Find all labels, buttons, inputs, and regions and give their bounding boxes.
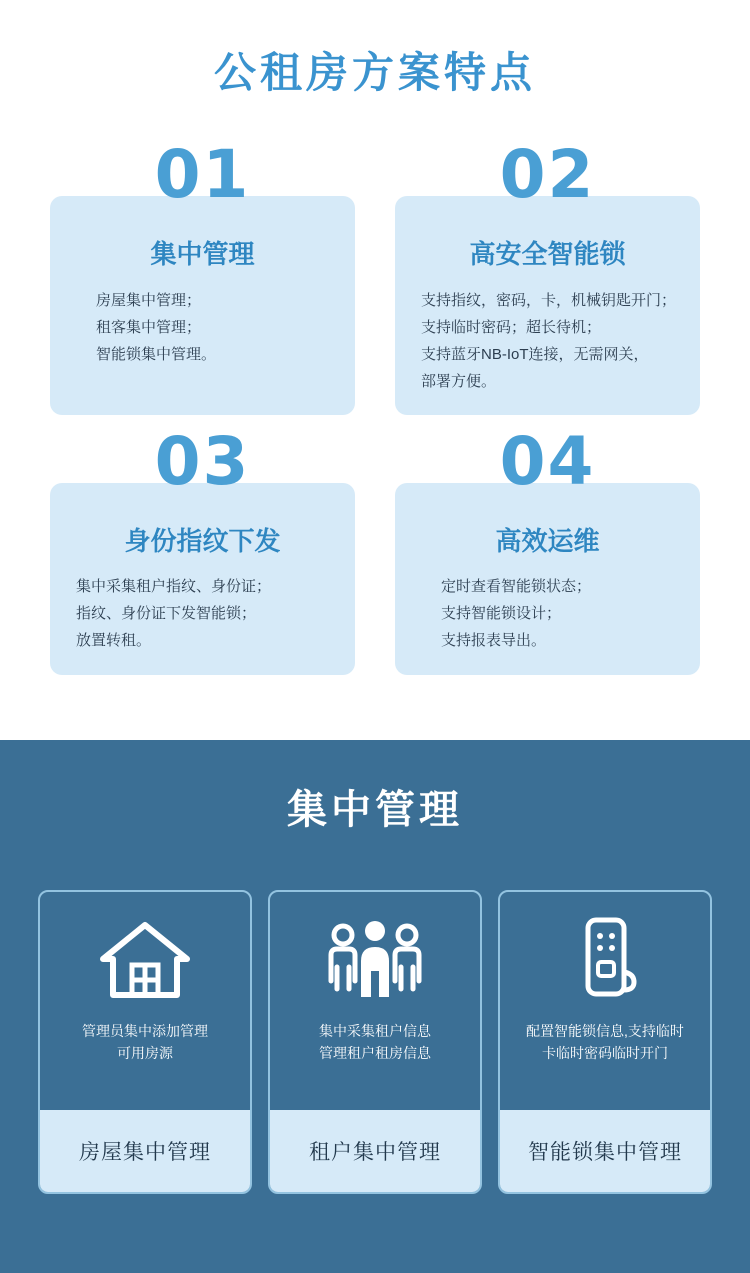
feature-card xyxy=(50,136,355,415)
card-body xyxy=(68,573,337,654)
feature-card xyxy=(50,422,355,675)
management-panel xyxy=(38,890,252,1194)
panel-description xyxy=(518,1020,692,1065)
people-group-icon xyxy=(323,914,427,1006)
panel-top xyxy=(40,892,250,1110)
page-title: 公租房方案特点 xyxy=(213,49,536,96)
card-title: 高安全智能锁 xyxy=(469,239,626,269)
management-panels xyxy=(38,890,712,1194)
panel-desc-line: 管理员集中添加管理 xyxy=(82,1023,208,1039)
house-icon xyxy=(99,914,191,1006)
panel-desc-line: 集中采集租户信息 xyxy=(319,1023,431,1039)
feature-cards-grid xyxy=(50,136,700,743)
feature-card xyxy=(395,136,700,415)
feature-card xyxy=(395,422,700,675)
card-body xyxy=(413,573,682,654)
section-title: 集中管理 xyxy=(287,788,463,832)
panel-desc-line: 可用房源 xyxy=(117,1045,173,1062)
panel-description xyxy=(311,1020,439,1065)
card-line: 智能锁集中管理。 xyxy=(96,345,217,363)
card-number: 04 xyxy=(499,422,596,500)
card-title: 集中管理 xyxy=(150,239,255,269)
panel-top xyxy=(270,892,480,1110)
card-number: 03 xyxy=(154,422,251,500)
centralized-management-section xyxy=(0,740,750,1273)
card-line: 支持指纹，密码，卡，机械钥匙开门； xyxy=(421,291,677,309)
card-line: 支持蓝牙NB-IoT连接，无需网关， xyxy=(421,345,649,363)
card-title: 高效运维 xyxy=(495,525,600,556)
panel-desc-line: 配置智能锁信息,支持临时 xyxy=(526,1023,684,1039)
card-line: 放置转租。 xyxy=(76,632,152,650)
panel-desc-line: 卡临时密码临时开门 xyxy=(541,1045,668,1062)
card-line: 房屋集中管理； xyxy=(96,291,202,309)
smart-lock-icon xyxy=(570,914,640,1006)
card-line: 租客集中管理； xyxy=(96,318,202,336)
card-line: 支持智能锁设计； xyxy=(441,605,562,623)
management-panel xyxy=(268,890,482,1194)
card-number: 02 xyxy=(499,136,596,213)
panel-description xyxy=(74,1020,216,1065)
panel-label: 房屋集中管理 xyxy=(40,1110,250,1192)
card-body xyxy=(68,287,337,368)
panel-label: 智能锁集中管理 xyxy=(500,1110,710,1192)
panel-desc-line: 管理租户租房信息 xyxy=(319,1045,431,1062)
card-line: 定时查看智能锁状态； xyxy=(441,578,592,596)
card-line: 支持报表导出。 xyxy=(441,632,547,650)
card-title: 身份指纹下发 xyxy=(124,525,281,556)
panel-top xyxy=(500,892,710,1110)
card-number: 01 xyxy=(154,136,251,213)
card-body xyxy=(413,287,682,395)
card-line: 支持临时密码；超长待机； xyxy=(421,318,602,336)
card-line: 集中采集租户指纹、身份证； xyxy=(76,578,272,596)
management-panel xyxy=(498,890,712,1194)
panel-label: 租户集中管理 xyxy=(270,1110,480,1192)
card-line: 指纹、身份证下发智能锁； xyxy=(76,605,257,623)
card-line: 部署方便。 xyxy=(421,372,497,390)
